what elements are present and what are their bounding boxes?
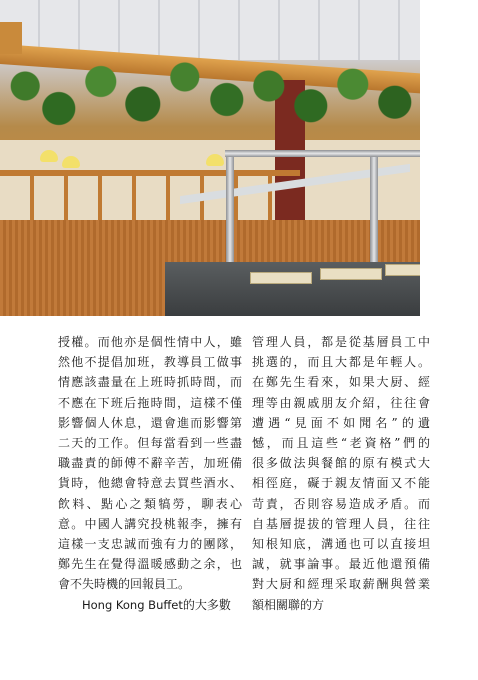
text-line: 在鄭先生看來，如果大厨、經 [252, 375, 430, 390]
text-line: 相徑庭，礙于親友情面又不能 [252, 476, 430, 491]
text-line: 挑選的，而且大都是年輕人。 [252, 355, 430, 370]
text-line: 飲料、點心之類犒勞，聊表心 [58, 496, 242, 511]
text-line-paragraph-start [58, 595, 242, 615]
left-text-column [58, 332, 242, 615]
grape-vine-decor [0, 50, 420, 140]
text-line: 然他不提倡加班，教導員工做事 [58, 355, 242, 370]
text-line: 額相關聯的方 [252, 597, 325, 612]
text-fragment: 的大多數 [182, 597, 231, 612]
lamp-icon [40, 150, 58, 162]
text-line: 苛責，否則容易造成矛盾。而 [252, 496, 430, 511]
text-line: 理等由親戚朋友介紹，往往會 [252, 395, 430, 410]
lamp-icon [206, 154, 224, 166]
food-tray [320, 268, 382, 280]
text-line: 鄭先生在覺得溫暖感動之余，也 [58, 557, 242, 572]
text-line: 知根知底，溝通也可以直接坦 [252, 537, 430, 552]
restaurant-photo [0, 0, 420, 316]
text-line: 不應在下班后拖時間，這樣不僅 [58, 395, 242, 410]
text-line: 貨時，他總會特意去買些酒水、 [58, 476, 242, 491]
food-tray [385, 264, 420, 276]
text-line: 影響個人休息，還會進而影響第 [58, 415, 242, 430]
text-line: 憾，而且這些“老資格”們的 [252, 436, 430, 451]
text-line: 遭遇“見面不如聞名”的遺 [252, 415, 430, 430]
text-line: 意。中國人講究投桃報李，擁有 [58, 516, 242, 531]
text-line: 情應該盡量在上班時抓時間，而 [58, 375, 242, 390]
text-line: 職盡責的師傅不辭辛苦，加班備 [58, 456, 242, 471]
lamp-icon [62, 156, 80, 168]
text-line: 二天的工作。但每當看到一些盡 [58, 436, 242, 451]
text-line: 很多做法與餐館的原有模式大 [252, 456, 430, 471]
text-line: 自基層提拔的管理人員，往往 [252, 516, 430, 531]
steel-rail [225, 150, 420, 157]
text-line: 誠，就事論事。最近他還預備 [252, 557, 430, 572]
right-text-column [252, 332, 430, 615]
text-line: 會不失時機的回報員工。 [58, 577, 191, 592]
restaurant-name: Hong Kong Buffet [82, 597, 183, 612]
text-line: 這樣一支忠誠而強有力的團隊， [58, 537, 242, 552]
food-tray [250, 272, 312, 284]
text-line: 授權。而他亦是個性情中人，雖 [58, 335, 242, 349]
text-line: 管理人員，都是從基層員工中 [252, 335, 430, 349]
text-line: 對大厨和經理采取薪酬與營業 [252, 577, 430, 592]
